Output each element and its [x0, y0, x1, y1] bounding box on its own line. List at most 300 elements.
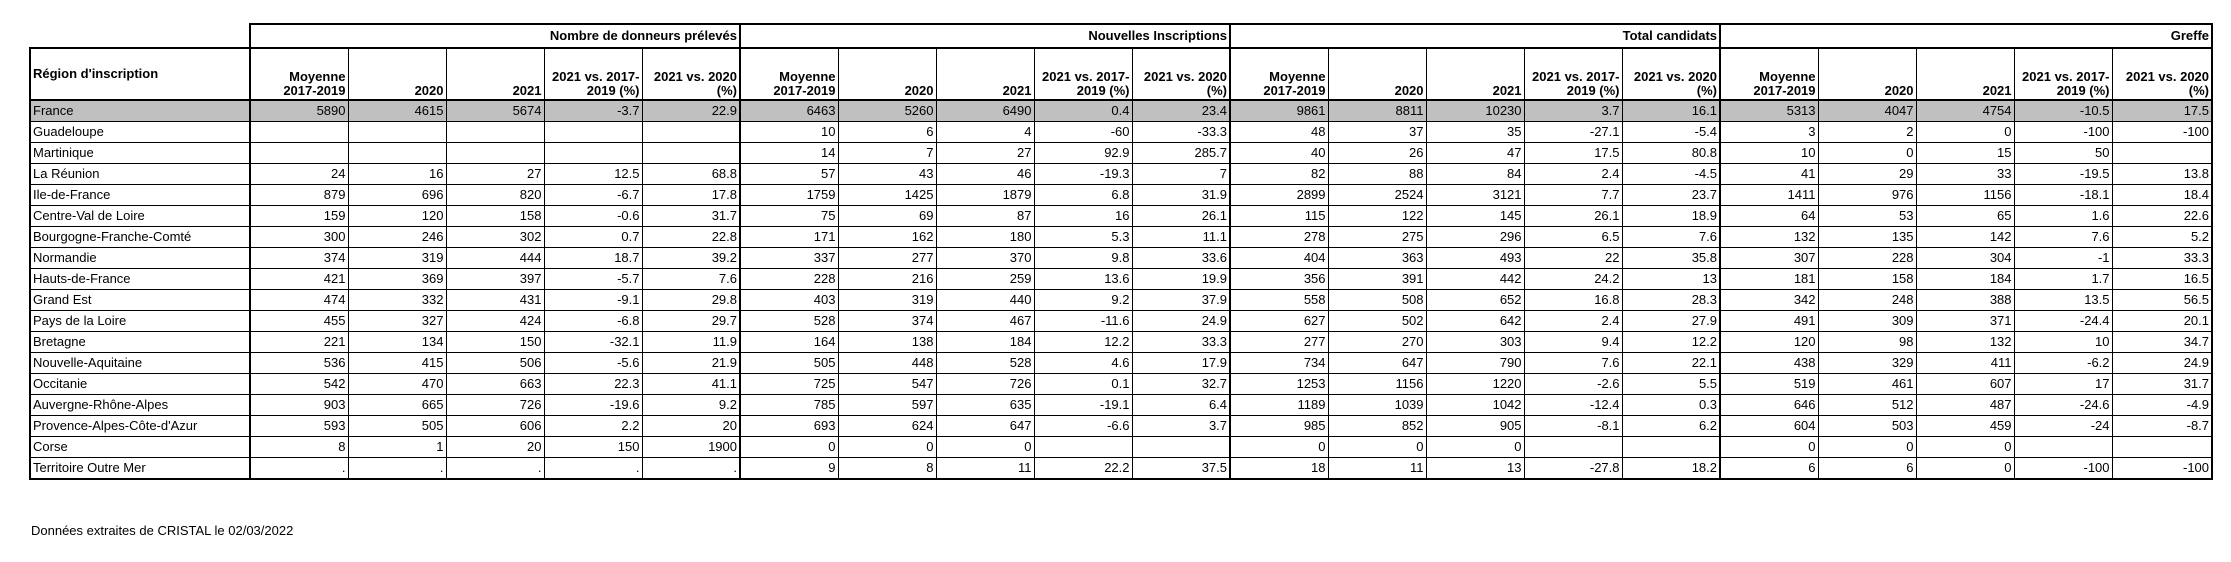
value-cell: 34.7	[2112, 332, 2212, 353]
value-cell: -19.5	[2014, 164, 2112, 185]
value-cell: 8	[838, 458, 936, 480]
value-cell: 693	[740, 416, 838, 437]
value-cell: 164	[740, 332, 838, 353]
value-cell: 503	[1818, 416, 1916, 437]
value-cell: 508	[1328, 290, 1426, 311]
table-body	[30, 100, 2212, 479]
value-cell: 22.8	[642, 227, 740, 248]
table-row	[30, 206, 2212, 227]
value-cell: 528	[740, 311, 838, 332]
value-cell: 216	[838, 269, 936, 290]
value-cell: 302	[446, 227, 544, 248]
value-cell: 29.8	[642, 290, 740, 311]
value-cell: 1156	[1328, 374, 1426, 395]
value-cell: .	[250, 458, 348, 480]
value-cell: 309	[1818, 311, 1916, 332]
value-cell: 22.9	[642, 100, 740, 122]
value-cell: 3.7	[1524, 100, 1622, 122]
group-header-donneurs: Nombre de donneurs prélevés	[250, 24, 740, 48]
value-cell: 7	[838, 143, 936, 164]
value-cell: 502	[1328, 311, 1426, 332]
value-cell: 19.9	[1132, 269, 1230, 290]
value-cell: 431	[446, 290, 544, 311]
value-cell: 92.9	[1034, 143, 1132, 164]
value-cell: 5.3	[1034, 227, 1132, 248]
value-cell: 647	[1328, 353, 1426, 374]
value-cell: 17	[2014, 374, 2112, 395]
value-cell	[348, 122, 446, 143]
value-cell: 491	[1720, 311, 1818, 332]
value-cell: 14	[740, 143, 838, 164]
value-cell: -19.1	[1034, 395, 1132, 416]
value-cell: 5.2	[2112, 227, 2212, 248]
column-header: 2021 vs. 2017-2019 (%)	[1034, 48, 1132, 100]
value-cell: 342	[1720, 290, 1818, 311]
value-cell: 652	[1426, 290, 1524, 311]
value-cell: 5313	[1720, 100, 1818, 122]
value-cell: 221	[250, 332, 348, 353]
footnote: Données extraites de CRISTAL le 02/03/2022	[31, 523, 294, 538]
value-cell: .	[642, 458, 740, 480]
value-cell: 162	[838, 227, 936, 248]
data-table	[29, 23, 2213, 480]
value-cell: 22.2	[1034, 458, 1132, 480]
value-cell: 134	[348, 332, 446, 353]
value-cell: 487	[1916, 395, 2014, 416]
value-cell: 0	[1818, 437, 1916, 458]
value-cell: 461	[1818, 374, 1916, 395]
value-cell: 421	[250, 269, 348, 290]
value-cell: 307	[1720, 248, 1818, 269]
value-cell: -2.6	[1524, 374, 1622, 395]
value-cell: 278	[1230, 227, 1328, 248]
column-header: 2021	[446, 48, 544, 100]
value-cell	[250, 122, 348, 143]
value-cell: 6.4	[1132, 395, 1230, 416]
value-cell: 665	[348, 395, 446, 416]
value-cell: 635	[936, 395, 1034, 416]
value-cell: 246	[348, 227, 446, 248]
value-cell: 64	[1720, 206, 1818, 227]
value-cell: 9.2	[642, 395, 740, 416]
value-cell: 519	[1720, 374, 1818, 395]
column-header: 2021	[1916, 48, 2014, 100]
value-cell: 285.7	[1132, 143, 1230, 164]
value-cell: 68.8	[642, 164, 740, 185]
column-header: 2020	[348, 48, 446, 100]
value-cell: 40	[1230, 143, 1328, 164]
value-cell: .	[544, 458, 642, 480]
value-cell: 27	[936, 143, 1034, 164]
value-cell: 0	[1230, 437, 1328, 458]
value-cell: 122	[1328, 206, 1426, 227]
value-cell: 27.9	[1622, 311, 1720, 332]
value-cell: 1411	[1720, 185, 1818, 206]
value-cell: 228	[1818, 248, 1916, 269]
value-cell: 12.2	[1034, 332, 1132, 353]
value-cell: 3	[1720, 122, 1818, 143]
value-cell: 53	[1818, 206, 1916, 227]
value-cell: 11	[936, 458, 1034, 480]
group-header-inscriptions: Nouvelles Inscriptions	[740, 24, 1230, 48]
value-cell: 6	[1818, 458, 1916, 480]
value-cell: 2524	[1328, 185, 1426, 206]
value-cell: 6	[1720, 458, 1818, 480]
value-cell: 135	[1818, 227, 1916, 248]
group-header-row	[30, 24, 2212, 48]
value-cell: 6	[838, 122, 936, 143]
value-cell: 48	[1230, 122, 1328, 143]
value-cell: 16.5	[2112, 269, 2212, 290]
column-header: 2020	[1818, 48, 1916, 100]
value-cell: 0	[1426, 437, 1524, 458]
value-cell: 374	[838, 311, 936, 332]
value-cell: 329	[1818, 353, 1916, 374]
value-cell	[446, 143, 544, 164]
column-header: 2021	[936, 48, 1034, 100]
value-cell: 181	[1720, 269, 1818, 290]
region-cell: Hauts-de-France	[30, 269, 250, 290]
value-cell: -4.9	[2112, 395, 2212, 416]
value-cell: 24	[250, 164, 348, 185]
column-header-row	[30, 48, 2212, 100]
value-cell: 228	[740, 269, 838, 290]
value-cell: 1039	[1328, 395, 1426, 416]
value-cell: 6490	[936, 100, 1034, 122]
value-cell: 46	[936, 164, 1034, 185]
value-cell: 5674	[446, 100, 544, 122]
value-cell: 150	[544, 437, 642, 458]
value-cell: 726	[936, 374, 1034, 395]
region-cell: Grand Est	[30, 290, 250, 311]
table-row	[30, 122, 2212, 143]
value-cell: 470	[348, 374, 446, 395]
value-cell	[544, 143, 642, 164]
value-cell: 7.6	[1622, 227, 1720, 248]
value-cell	[1524, 437, 1622, 458]
value-cell: 3121	[1426, 185, 1524, 206]
value-cell: 56.5	[2112, 290, 2212, 311]
value-cell: 3.7	[1132, 416, 1230, 437]
value-cell	[2112, 143, 2212, 164]
value-cell: 647	[936, 416, 1034, 437]
value-cell: 20.1	[2112, 311, 2212, 332]
value-cell: 4047	[1818, 100, 1916, 122]
value-cell: 29	[1818, 164, 1916, 185]
value-cell: 424	[446, 311, 544, 332]
value-cell: 391	[1328, 269, 1426, 290]
value-cell: 1156	[1916, 185, 2014, 206]
value-cell: -10.5	[2014, 100, 2112, 122]
value-cell: 7.7	[1524, 185, 1622, 206]
value-cell: 248	[1818, 290, 1916, 311]
value-cell: -6.2	[2014, 353, 2112, 374]
value-cell: 13.6	[1034, 269, 1132, 290]
value-cell: 5.5	[1622, 374, 1720, 395]
value-cell: 80.8	[1622, 143, 1720, 164]
value-cell: 26	[1328, 143, 1426, 164]
region-cell: Centre-Val de Loire	[30, 206, 250, 227]
value-cell: 642	[1426, 311, 1524, 332]
value-cell: 459	[1916, 416, 2014, 437]
value-cell	[250, 143, 348, 164]
value-cell: 24.9	[1132, 311, 1230, 332]
value-cell: 332	[348, 290, 446, 311]
value-cell: 47	[1426, 143, 1524, 164]
value-cell: 369	[348, 269, 446, 290]
value-cell: 0.1	[1034, 374, 1132, 395]
value-cell: 474	[250, 290, 348, 311]
value-cell: 9.4	[1524, 332, 1622, 353]
table-row	[30, 185, 2212, 206]
value-cell: 17.5	[1524, 143, 1622, 164]
value-cell: 37	[1328, 122, 1426, 143]
value-cell: 356	[1230, 269, 1328, 290]
value-cell: 985	[1230, 416, 1328, 437]
value-cell: 35	[1426, 122, 1524, 143]
value-cell: 10230	[1426, 100, 1524, 122]
value-cell: 547	[838, 374, 936, 395]
value-cell: .	[348, 458, 446, 480]
value-cell: 304	[1916, 248, 2014, 269]
value-cell: 84	[1426, 164, 1524, 185]
value-cell: 403	[740, 290, 838, 311]
table-row	[30, 100, 2212, 122]
value-cell	[446, 122, 544, 143]
value-cell: 303	[1426, 332, 1524, 353]
value-cell: 69	[838, 206, 936, 227]
value-cell: 18.9	[1622, 206, 1720, 227]
group-header-total: Total candidats	[1230, 24, 1720, 48]
value-cell: -24	[2014, 416, 2112, 437]
value-cell: 528	[936, 353, 1034, 374]
value-cell: 536	[250, 353, 348, 374]
value-cell: 159	[250, 206, 348, 227]
region-column-header: Région d'inscription	[30, 48, 250, 100]
value-cell: -4.5	[1622, 164, 1720, 185]
value-cell: 39.2	[642, 248, 740, 269]
value-cell: 370	[936, 248, 1034, 269]
value-cell: -11.6	[1034, 311, 1132, 332]
value-cell: 275	[1328, 227, 1426, 248]
table-row	[30, 332, 2212, 353]
value-cell: .	[446, 458, 544, 480]
value-cell: 277	[1230, 332, 1328, 353]
value-cell: 9861	[1230, 100, 1328, 122]
table-row	[30, 248, 2212, 269]
value-cell: 142	[1916, 227, 2014, 248]
value-cell: 1	[348, 437, 446, 458]
table-row	[30, 311, 2212, 332]
value-cell: 8811	[1328, 100, 1426, 122]
value-cell: 82	[1230, 164, 1328, 185]
value-cell: 2	[1818, 122, 1916, 143]
value-cell: 371	[1916, 311, 2014, 332]
value-cell: 31.7	[642, 206, 740, 227]
value-cell: 319	[348, 248, 446, 269]
value-cell: 10	[740, 122, 838, 143]
region-cell: Normandie	[30, 248, 250, 269]
value-cell: -8.7	[2112, 416, 2212, 437]
value-cell: 374	[250, 248, 348, 269]
value-cell: 397	[446, 269, 544, 290]
value-cell: 467	[936, 311, 1034, 332]
value-cell: 17.5	[2112, 100, 2212, 122]
value-cell: 6463	[740, 100, 838, 122]
value-cell	[2112, 437, 2212, 458]
table-row	[30, 458, 2212, 480]
value-cell: -3.7	[544, 100, 642, 122]
value-cell: 725	[740, 374, 838, 395]
value-cell: -5.4	[1622, 122, 1720, 143]
value-cell: 24.9	[2112, 353, 2212, 374]
value-cell: -100	[2112, 458, 2212, 480]
value-cell: 1042	[1426, 395, 1524, 416]
region-cell: Bourgogne-Franche-Comté	[30, 227, 250, 248]
value-cell: 4754	[1916, 100, 2014, 122]
value-cell: -6.7	[544, 185, 642, 206]
value-cell: 20	[446, 437, 544, 458]
region-cell: La Réunion	[30, 164, 250, 185]
value-cell: 27	[446, 164, 544, 185]
column-header: 2021 vs. 2017-2019 (%)	[1524, 48, 1622, 100]
value-cell: 440	[936, 290, 1034, 311]
value-cell: 11.1	[1132, 227, 1230, 248]
value-cell: 10	[1720, 143, 1818, 164]
value-cell: 184	[936, 332, 1034, 353]
value-cell: 1879	[936, 185, 1034, 206]
value-cell: 88	[1328, 164, 1426, 185]
value-cell: 1900	[642, 437, 740, 458]
value-cell: 820	[446, 185, 544, 206]
value-cell: 624	[838, 416, 936, 437]
value-cell: 852	[1328, 416, 1426, 437]
value-cell: 7.6	[2014, 227, 2112, 248]
value-cell: 4	[936, 122, 1034, 143]
value-cell: 0	[1916, 437, 2014, 458]
value-cell: -27.1	[1524, 122, 1622, 143]
value-cell: 4.6	[1034, 353, 1132, 374]
value-cell	[1622, 437, 1720, 458]
value-cell: 20	[642, 416, 740, 437]
value-cell: 33	[1916, 164, 2014, 185]
value-cell: 593	[250, 416, 348, 437]
value-cell: 438	[1720, 353, 1818, 374]
value-cell: 493	[1426, 248, 1524, 269]
value-cell: 18.2	[1622, 458, 1720, 480]
value-cell: 33.6	[1132, 248, 1230, 269]
value-cell: 1189	[1230, 395, 1328, 416]
value-cell: 2.4	[1524, 311, 1622, 332]
value-cell: 28.3	[1622, 290, 1720, 311]
value-cell: 270	[1328, 332, 1426, 353]
region-cell: Ile-de-France	[30, 185, 250, 206]
value-cell: 0	[1720, 437, 1818, 458]
region-cell: Nouvelle-Aquitaine	[30, 353, 250, 374]
value-cell: 13	[1622, 269, 1720, 290]
value-cell: 0	[1818, 143, 1916, 164]
value-cell: 41	[1720, 164, 1818, 185]
value-cell: 0	[1328, 437, 1426, 458]
value-cell: 607	[1916, 374, 2014, 395]
value-cell: -19.6	[544, 395, 642, 416]
value-cell: 319	[838, 290, 936, 311]
value-cell: 13	[1426, 458, 1524, 480]
value-cell: -9.1	[544, 290, 642, 311]
value-cell: 98	[1818, 332, 1916, 353]
value-cell: 442	[1426, 269, 1524, 290]
value-cell: 7.6	[1524, 353, 1622, 374]
value-cell: 9.2	[1034, 290, 1132, 311]
column-header: 2021 vs. 2017-2019 (%)	[2014, 48, 2112, 100]
value-cell: 41.1	[642, 374, 740, 395]
value-cell: 120	[1720, 332, 1818, 353]
table-row	[30, 395, 2212, 416]
value-cell: 1425	[838, 185, 936, 206]
column-header: Moyenne 2017-2019	[1230, 48, 1328, 100]
value-cell: -24.6	[2014, 395, 2112, 416]
value-cell: 22.3	[544, 374, 642, 395]
value-cell: 604	[1720, 416, 1818, 437]
value-cell: 448	[838, 353, 936, 374]
column-header: Moyenne 2017-2019	[250, 48, 348, 100]
value-cell: 0	[1916, 458, 2014, 480]
value-cell: 0	[936, 437, 1034, 458]
value-cell: -5.7	[544, 269, 642, 290]
value-cell: 18	[1230, 458, 1328, 480]
value-cell: -8.1	[1524, 416, 1622, 437]
value-cell: -6.6	[1034, 416, 1132, 437]
value-cell: 976	[1818, 185, 1916, 206]
value-cell: 1253	[1230, 374, 1328, 395]
spreadsheet	[29, 23, 2213, 480]
value-cell: 455	[250, 311, 348, 332]
column-header: 2020	[838, 48, 936, 100]
value-cell: 7	[1132, 164, 1230, 185]
table-row	[30, 290, 2212, 311]
value-cell: 16	[348, 164, 446, 185]
value-cell: 43	[838, 164, 936, 185]
value-cell: 75	[740, 206, 838, 227]
value-cell: 18.7	[544, 248, 642, 269]
value-cell: 4615	[348, 100, 446, 122]
table-row	[30, 437, 2212, 458]
value-cell: 158	[446, 206, 544, 227]
value-cell: -19.3	[1034, 164, 1132, 185]
value-cell: 0.3	[1622, 395, 1720, 416]
value-cell: 15	[1916, 143, 2014, 164]
value-cell	[2014, 437, 2112, 458]
value-cell: 17.8	[642, 185, 740, 206]
region-cell: Auvergne-Rhône-Alpes	[30, 395, 250, 416]
value-cell: 12.5	[544, 164, 642, 185]
value-cell: 505	[740, 353, 838, 374]
value-cell: 327	[348, 311, 446, 332]
value-cell: 259	[936, 269, 1034, 290]
value-cell: 785	[740, 395, 838, 416]
table-row	[30, 227, 2212, 248]
value-cell: 12.2	[1622, 332, 1720, 353]
value-cell: 6.2	[1622, 416, 1720, 437]
corner-cell	[30, 24, 250, 48]
value-cell: 32.7	[1132, 374, 1230, 395]
table-row	[30, 374, 2212, 395]
region-cell: Guadeloupe	[30, 122, 250, 143]
table-row	[30, 353, 2212, 374]
value-cell: 404	[1230, 248, 1328, 269]
value-cell: 696	[348, 185, 446, 206]
value-cell: 606	[446, 416, 544, 437]
